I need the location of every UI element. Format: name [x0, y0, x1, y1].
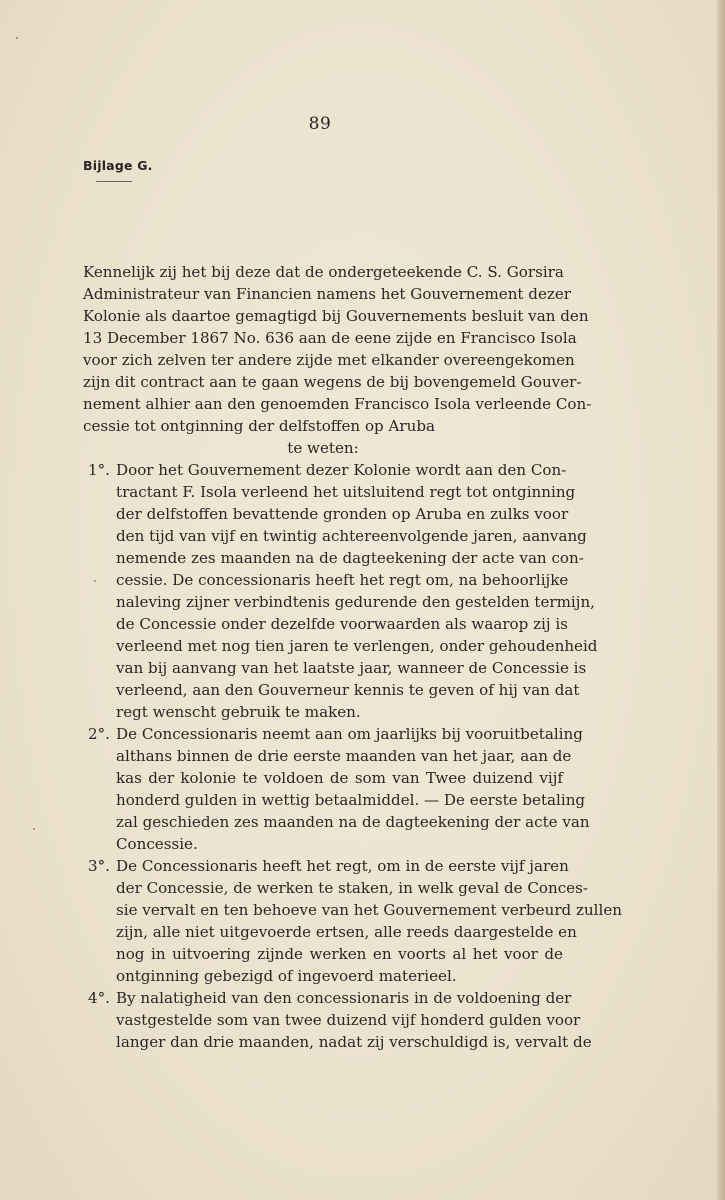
text-line: nement alhier aan den genoemden Francisco Isola verleende Con-	[83, 395, 592, 413]
text-line: voor zich zelven ter andere zijde met elkander overeengekomen	[83, 351, 575, 369]
text-line: der delfstoffen bevattende gronden op Aruba en zulks voor	[116, 505, 569, 523]
text-line: de Concessie onder dezelfde voorwaarden als waarop zij is	[116, 615, 568, 633]
text-line: Administrateur van Financien namens het Gouvernement dezer	[83, 285, 571, 303]
text-line: Kolonie als daartoe gemagtigd bij Gouvernements besluit van den	[83, 307, 589, 325]
text-line: Door het Gouvernement dezer Kolonie wordt aan den Con-	[116, 461, 567, 479]
article-item	[83, 987, 592, 1053]
article-list	[83, 459, 622, 1053]
text-line: regt wenscht gebruik te maken.	[116, 703, 361, 721]
contract-text	[83, 261, 622, 1053]
article-number: 1°.	[88, 461, 110, 479]
text-line: cessie tot ontginning der delfstoffen op Aruba	[83, 417, 435, 435]
text-line: langer dan drie maanden, nadat zij verschuldigd is, vervalt de	[116, 1033, 592, 1051]
text-line: vastgestelde som van twee duizend vijf honderd gulden voor	[116, 1011, 581, 1029]
text-line: althans binnen de drie eerste maanden van het jaar, aan de	[116, 747, 572, 765]
appendix-label: Bijlage G.	[83, 158, 153, 173]
article-item	[83, 723, 590, 855]
text-line: cessie. De concessionaris heeft het regt om, na behoorlijke	[116, 571, 569, 589]
article-number: 4°.	[88, 989, 110, 1007]
text-line: Kennelijk zij het bij deze dat de ondergeteekende C. S. Gorsira	[83, 263, 564, 281]
page-number: 89	[308, 114, 332, 134]
appendix-underline	[96, 181, 132, 182]
text-line: der Concessie, de werken te staken, in welk geval de Conces-	[116, 879, 588, 897]
article-item	[83, 459, 598, 723]
text-line: kas der kolonie te voldoen de som van Twee duizend vijf	[116, 769, 563, 787]
text-line: nog in uitvoering zijnde werken en voorts al het voor de	[116, 945, 563, 963]
text-line: verleend, aan den Gouverneur kennis te geven of hij van dat	[116, 681, 580, 699]
paper-speck	[94, 580, 96, 582]
text-line: De Concessionaris heeft het regt, om in de eerste vijf jaren	[116, 857, 569, 875]
text-line: zijn dit contract aan te gaan wegens de bij bovengemeld Gouver-	[83, 373, 582, 391]
article-number: 3°.	[88, 857, 110, 875]
page-edge	[717, 0, 725, 1200]
text-line: Concessie.	[116, 835, 198, 853]
text-line: By nalatigheid van den concessionaris in de voldoening der	[116, 989, 572, 1007]
text-line: den tijd van vijf en twintig achtereenvolgende jaren, aanvang	[116, 527, 587, 545]
text-line: sie vervalt en ten behoeve van het Gouvernement verbeurd zullen	[116, 901, 622, 919]
text-line: zijn, alle niet uitgevoerde ertsen, alle reeds daargestelde en	[116, 923, 577, 941]
text-line: naleving zijner verbindtenis gedurende den gestelden termijn,	[116, 593, 595, 611]
text-line: honderd gulden in wettig betaalmiddel. — De eerste betaling	[116, 791, 586, 809]
text-line: verleend met nog tien jaren te verlengen, onder gehoudenheid	[116, 637, 598, 655]
section-heading: te weten:	[287, 439, 359, 457]
text-line: ontginning gebezigd of ingevoerd materieel.	[116, 967, 457, 985]
paper-speck	[33, 828, 35, 830]
intro-paragraph	[83, 261, 592, 437]
text-line: van bij aanvang van het laatste jaar, wanneer de Concessie is	[116, 659, 587, 677]
text-line: De Concessionaris neemt aan om jaarlijks bij vooruitbetaling	[116, 725, 583, 743]
article-number: 2°.	[88, 725, 110, 743]
text-line: nemende zes maanden na de dagteekening der acte van con-	[116, 549, 584, 567]
text-line: 13 December 1867 No. 636 aan de eene zijde en Francisco Isola	[83, 329, 577, 347]
text-line: tractant F. Isola verleend het uitsluitend regt tot ontginning	[116, 483, 576, 501]
text-line: zal geschieden zes maanden na de dagteekening der acte van	[116, 813, 590, 831]
article-item	[83, 855, 622, 987]
paper-speck	[16, 37, 18, 39]
